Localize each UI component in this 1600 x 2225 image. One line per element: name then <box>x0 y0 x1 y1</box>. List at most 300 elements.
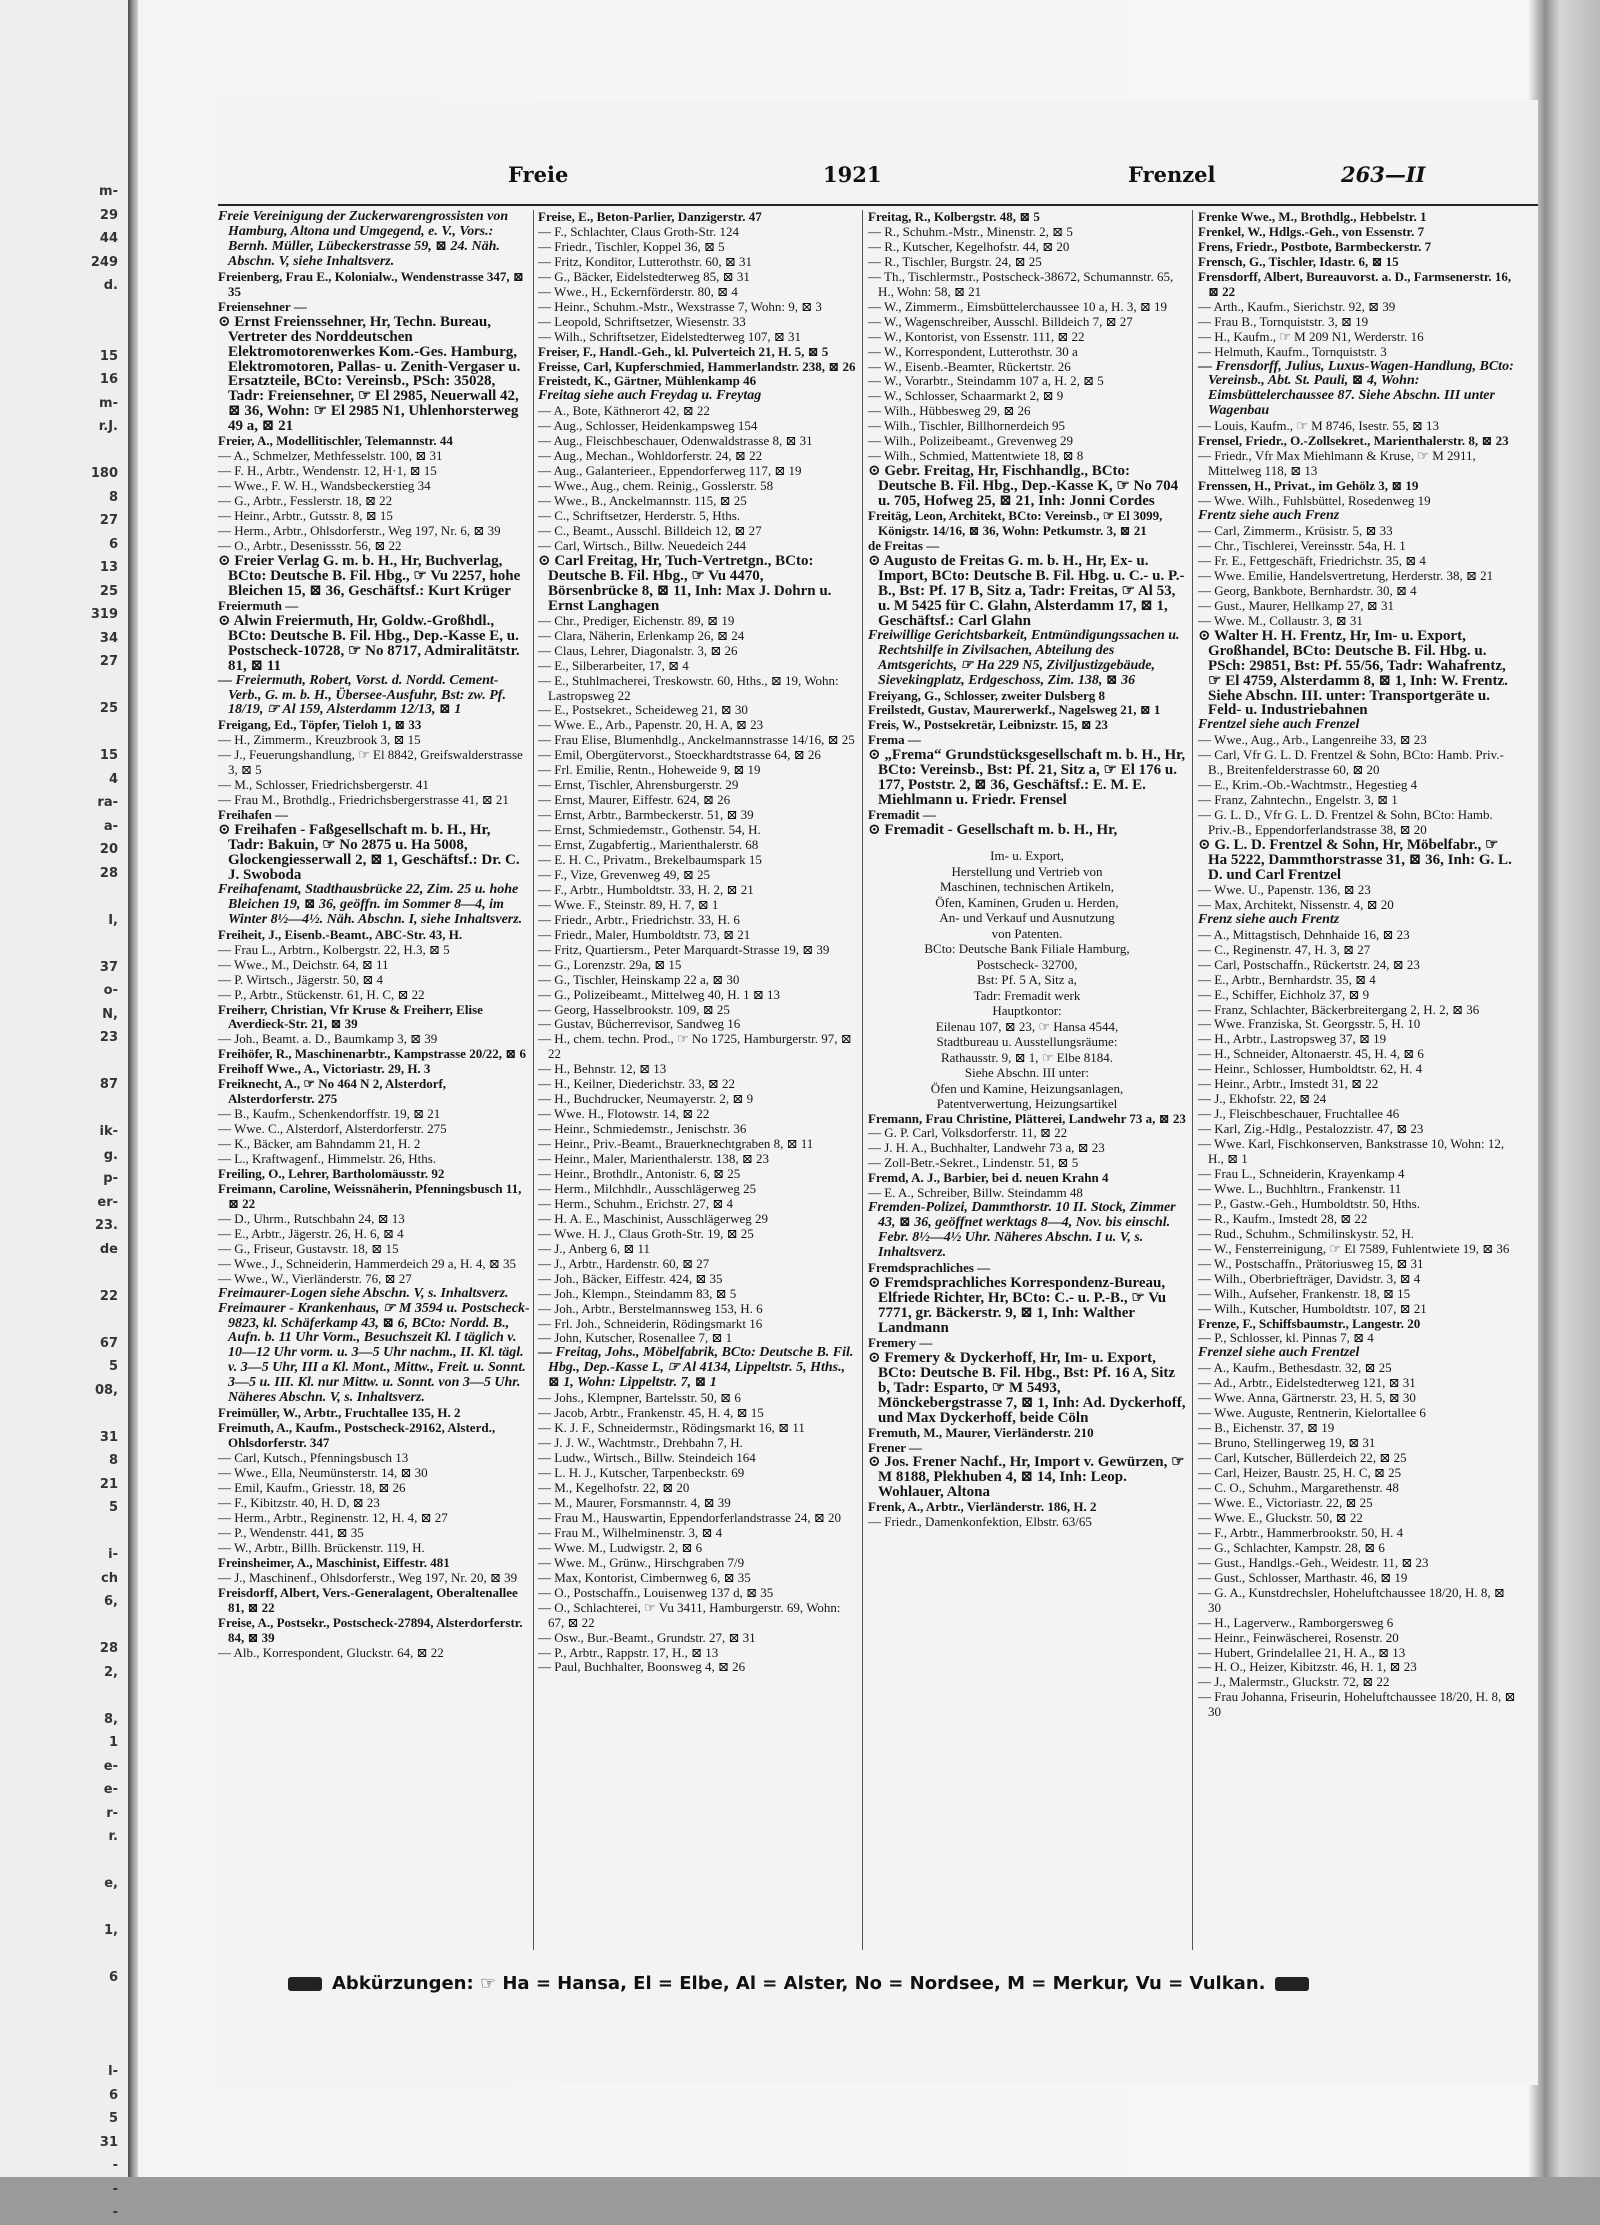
edge-fragment <box>6 721 118 745</box>
directory-entry: — Bruno, Stellingerweg 19, ⊠ 31 <box>1198 1435 1376 1451</box>
directory-entry: — Alb., Korrespondent, Gluckstr. 64, ⊠ 22 <box>218 1644 444 1660</box>
directory-entry: — W., Vorarbtr., Steindamm 107 a, H. 2, ⊠ 5 <box>868 373 1104 389</box>
directory-entry: — Wilh., Tischler, Billhornerdeich 95 <box>868 418 1065 434</box>
directory-page <box>218 100 1538 2085</box>
directory-entry: — Carl, Kutsch., Pfenningsbusch 13 <box>218 1450 409 1466</box>
directory-entry: — E., Arbtr., Jägerstr. 26, H. 6, ⊠ 4 <box>218 1225 404 1241</box>
edge-fragment <box>6 1097 118 1121</box>
directory-entry: — Ernst, Maurer, Eiffestr. 624, ⊠ 26 <box>538 792 731 808</box>
ad-line: BCto: Deutsche Bank Filiale Hamburg, <box>924 941 1130 957</box>
directory-entry: — H. O., Heizer, Kibitzstr. 46, H. 1, ⊠ 23 <box>1198 1659 1417 1675</box>
directory-entry: Freiyang, G., Schlosser, zweiter Dulsberg 8 <box>868 687 1105 703</box>
directory-entry: — Emil, Kaufm., Griesstr. 18, ⊠ 26 <box>218 1480 406 1496</box>
edge-fragment: 4 <box>108 771 118 787</box>
directory-entry: ⊙ Augusto de Freitas G. m. b. H., Hr, Ex- u. Import, BCto: Deutsche B. Fil. Hbg. u. C.- u. P.-B., Bst: Pf. 17 B, Sitz a, Tadr: Freitas, ☞ Al 53, u. M 5425 für C. Glahn, Alsterdamm 17, ⊠ 1, Geschäftsf.: Carl Glahn <box>868 552 1185 629</box>
directory-entry: — Heinr., Schuhm.-Mstr., Wexstrasse 7, Wohn: 9, ⊠ 3 <box>538 298 822 314</box>
ad-line: Stadtbureau u. Ausstellungsräume: <box>936 1034 1118 1050</box>
directory-entry: — Wwe. M., Grünw., Hirschgraben 7/9 <box>538 1554 745 1570</box>
directory-entry: Freigang, Ed., Töpfer, Tieloh 1, ⊠ 33 <box>218 717 422 733</box>
edge-fragment <box>6 321 118 345</box>
directory-entry: — Freitag, Johs., Möbelfabrik, BCto: Deutsche B. Fil. Hbg., Dep.-Kasse L, ☞ Al 4134, Lippeltstr. 5, Hths., ⊠ 1, Wohn: Lippeltstr. 7, ⊠ 1 <box>538 1345 854 1391</box>
directory-entry: — D., Uhrm., Rutschbahn 24, ⊠ 13 <box>218 1210 405 1226</box>
directory-entry: Frens, Friedr., Postbote, Barmbeckerstr. 7 <box>1198 238 1432 254</box>
directory-entry: — Joh., Bäcker, Eiffestr. 424, ⊠ 35 <box>538 1270 723 1286</box>
directory-entry: — Wwe., B., Anckelmannstr. 115, ⊠ 25 <box>538 493 747 509</box>
directory-entry: — Carl, Zimmerm., Krüsistr. 5, ⊠ 33 <box>1198 523 1393 539</box>
directory-entry: — Wwe. F., Steinstr. 89, H. 7, ⊠ 1 <box>538 896 719 912</box>
column-1 <box>218 210 530 1965</box>
directory-entry: — B., Eichenstr. 37, ⊠ 19 <box>1198 1420 1335 1436</box>
directory-entry: — Carl, Vfr G. L. D. Frentzel & Sohn, BCto: Hamb. Priv.-B., Breitenfelderstrasse 60, ⊠ 20 <box>1198 747 1504 778</box>
ad-line: Rathausstr. 9, ⊠ 1, ☞ Elbe 8184. <box>940 1049 1114 1065</box>
directory-entry: — A., Schmelzer, Methfesselstr. 100, ⊠ 31 <box>218 448 443 464</box>
edge-fragment: i- <box>108 1547 118 1562</box>
directory-entry: — H., Keilner, Diederichstr. 33, ⊠ 22 <box>538 1076 736 1092</box>
edge-fragment: 20 <box>99 842 118 857</box>
directory-entry: Fremd, A. J., Barbier, bei d. neuen Krahn 4 <box>868 1170 1109 1186</box>
edge-fragment: 23 <box>99 1030 118 1045</box>
directory-entry: ⊙ Freihafen - Faßgesellschaft m. b. H., Hr, Tadr: Bakuin, ☞ No 2875 u. Ha 5008, Glockengiesserwall 2, ⊠ 1, Geschäftsf.: Dr. C. J. Swoboda <box>218 822 520 883</box>
directory-entry: — B., Kaufm., Schenkendorffstr. 19, ⊠ 21 <box>218 1106 441 1122</box>
directory-entry: Frentz siehe auch Frenz <box>1198 508 1340 524</box>
directory-entry: Freihafen — <box>218 807 289 823</box>
directory-entry: — F., Schlachter, Claus Groth-Str. 124 <box>538 223 740 239</box>
directory-entry: — G., Bäcker, Eidelstedterweg 85, ⊠ 31 <box>538 268 750 284</box>
edge-fragment: 22 <box>99 1288 118 1304</box>
directory-entry: — H., Behnstr. 12, ⊠ 13 <box>538 1061 667 1077</box>
directory-entry: — Ernst, Tischler, Ahrensburgerstr. 29 <box>538 777 739 793</box>
column-divider <box>1192 210 1193 1950</box>
directory-entry: — Max, Architekt, Nissenstr. 4, ⊠ 20 <box>1198 896 1394 912</box>
edge-fragment <box>6 932 118 956</box>
directory-entry: — Gust., Handlgs.-Geh., Weidestr. 11, ⊠ 23 <box>1198 1554 1429 1570</box>
directory-entry: — G., Schlachter, Kampstr. 28, ⊠ 6 <box>1198 1539 1385 1555</box>
directory-entry: — J., Arbtr., Hardenstr. 60, ⊠ 27 <box>538 1255 710 1271</box>
directory-entry: — Carl, Kutscher, Büllerdeich 22, ⊠ 25 <box>1198 1450 1407 1466</box>
directory-entry: — H., Buchdrucker, Neumayerstr. 2, ⊠ 9 <box>538 1091 754 1107</box>
directory-entry: — J., Maschinenf., Ohlsdorferstr., Weg 197, Nr. 20, ⊠ 39 <box>218 1569 518 1585</box>
directory-entry: ⊙ Fremery & Dyckerhoff, Hr, Im- u. Export, BCto: Deutsche B. Fil. Hbg., Bst: Pf. 16 A, Sitz b, Tadr: Esparto, ☞ M 5493, Mönckebergstrasse 7, ⊠ 1, Inh: Ad. Dyckerhoff, und Max Dyckerhoff, beide Cöln <box>868 1349 1186 1426</box>
directory-entry: — F., Arbtr., Humboldtstr. 33, H. 2, ⊠ 21 <box>538 881 754 897</box>
directory-entry: — Frau M., Wilhelminenstr. 3, ⊠ 4 <box>538 1524 723 1540</box>
directory-entry: — Wilh., Schriftsetzer, Eidelstedterweg 107, ⊠ 31 <box>538 328 802 344</box>
ad-line: Öfen und Kamine, Heizungsanlagen, <box>930 1080 1124 1096</box>
ad-line: Hauptkontor: <box>992 1003 1062 1019</box>
directory-entry: — Ernst, Zugabfertig., Marienthalerstr. 68 <box>538 837 759 853</box>
directory-entry: — W., Fensterreinigung, ☞ El 7589, Fuhlentwiete 19, ⊠ 36 <box>1198 1240 1510 1256</box>
directory-entry: — K. J. F., Schneidermstr., Rödingsmarkt 16, ⊠ 11 <box>538 1420 805 1436</box>
directory-entry: — Gust., Maurer, Hellkamp 27, ⊠ 31 <box>1198 597 1394 613</box>
directory-entry: — F., Kibitzstr. 40, H. D, ⊠ 23 <box>218 1494 380 1510</box>
directory-entry: — E., Schiffer, Eichholz 37, ⊠ 9 <box>1198 986 1370 1002</box>
directory-entry: — W., Wagenschreiber, Ausschl. Billdeich 7, ⊠ 27 <box>868 313 1133 329</box>
directory-entry: — Aug., Schlosser, Heidenkampsweg 154 <box>538 418 758 434</box>
directory-entry: — Freiermuth, Robert, Vorst. d. Nordd. Cement-Verb., G. m. b. H., Übersee-Ausfuhr, Bst: zw. Pf. 18/19, ☞ Al 159, Alsterdamm 12/13, ⊠ 1 <box>218 672 506 718</box>
directory-entry: — Heinr., Feinwäscherei, Rosenstr. 20 <box>1198 1629 1399 1645</box>
directory-entry: — Wwe. Anna, Gärtnerstr. 23, H. 5, ⊠ 30 <box>1198 1390 1416 1406</box>
footer-text: Abkürzungen: ☞ Ha = Hansa, El = Elbe, Al = Alster, No = Nordsee, M = Merkur, Vu = Vulkan. <box>332 1973 1266 1994</box>
directory-entry: — P., Arbtr., Stückenstr. 61, H. C, ⊠ 22 <box>218 986 425 1002</box>
directory-entry: — R., Kutscher, Kegelhofstr. 44, ⊠ 20 <box>868 238 1070 254</box>
edge-fragment: 2, <box>104 1664 118 1680</box>
page-number: 263—II <box>1341 162 1426 187</box>
directory-entry: — Joh., Arbtr., Berstelmannsweg 153, H. 6 <box>538 1300 763 1316</box>
directory-entry: — H., Lagerverw., Ramborgersweg 6 <box>1198 1614 1394 1630</box>
directory-entry: Frenk, A., Arbtr., Vierländerstr. 186, H. 2 <box>868 1499 1097 1515</box>
edge-fragment: 29 <box>99 207 118 223</box>
edge-fragment <box>6 1684 118 1708</box>
directory-entry: — H., Zimmerm., Kreuzbrook 3, ⊠ 15 <box>218 732 421 748</box>
directory-entry: Freitag, R., Kolbergstr. 48, ⊠ 5 <box>868 209 1040 224</box>
header-right-keyword: Frenzel <box>1128 162 1216 187</box>
directory-entry: — Gust., Schlosser, Marthastr. 46, ⊠ 19 <box>1198 1569 1408 1585</box>
directory-entry: — F., Vize, Grevenweg 49, ⊠ 25 <box>538 866 711 882</box>
directory-entry: — P. Wirtsch., Jägerstr. 50, ⊠ 4 <box>218 971 384 987</box>
directory-entry: — L., Kraftwagenf., Himmelstr. 26, Hths. <box>218 1151 437 1167</box>
directory-entry: — Joh., Klempn., Steindamm 83, ⊠ 5 <box>538 1285 737 1301</box>
directory-entry: — W., Korrespondent, Lutterothstr. 30 a <box>868 343 1078 359</box>
directory-entry: Freisse, Carl, Kupferschmied, Hammerlandstr. 238, ⊠ 26 <box>538 358 856 374</box>
directory-entry: Freilstedt, Gustav, Maurerwerkf., Nagelsweg 21, ⊠ 1 <box>868 702 1161 718</box>
ad-line: Herstellung und Vertrieb von <box>951 863 1103 879</box>
header-left-keyword: Freie <box>508 162 569 187</box>
directory-entry: — O., Arbtr., Desenissstr. 56, ⊠ 22 <box>218 537 402 553</box>
directory-entry: Frenkel, W., Hdlgs.-Geh., von Essenstr. 7 <box>1198 223 1425 239</box>
directory-entry: — Th., Tischlermstr., Postscheck-38672, Schumannstr. 65, H., Wohn: 58, ⊠ 21 <box>868 268 1174 299</box>
edge-fragment: 25 <box>99 583 118 599</box>
edge-fragment: 249 <box>90 254 118 270</box>
directory-entry: — Hubert, Grindelallee 21, H. A., ⊠ 13 <box>1198 1644 1406 1660</box>
directory-entry: Freiser, F., Handl.-Geh., kl. Pulverteich 21, H. 5, ⊠ 5 <box>538 343 829 359</box>
directory-entry: Freimuth, A., Kaufm., Postscheck-29162, Alsterd., Ohlsdorferstr. 347 <box>218 1420 496 1451</box>
directory-entry: — J. H. A., Buchhalter, Landwehr 73 a, ⊠ 23 <box>868 1140 1105 1156</box>
directory-entry: — Frl. Joh., Schneiderin, Rödingsmarkt 16 <box>538 1315 763 1331</box>
edge-fragment: 67 <box>99 1335 118 1351</box>
directory-entry: — John, Kutscher, Rosenallee 7, ⊠ 1 <box>538 1330 733 1346</box>
edge-fragment: de <box>99 1241 118 1257</box>
directory-entry: — Wwe. E., Victoriastr. 22, ⊠ 25 <box>1198 1494 1373 1510</box>
directory-entry: — Aug., Galanterieer., Eppendorferweg 117, ⊠ 19 <box>538 463 802 479</box>
directory-entry: — Heinr., Arbtr., Imstedt 31, ⊠ 22 <box>1198 1076 1379 1092</box>
directory-entry: — Wwe., H., Eckernförderstr. 80, ⊠ 4 <box>538 283 738 299</box>
directory-entry: — H., Kaufm., ☞ M 209 N1, Werderstr. 16 <box>1198 328 1424 344</box>
directory-entry: ⊙ Freier Verlag G. m. b. H., Hr, Buchverlag, BCto: Deutsche B. Fil. Hbg., ☞ Vu 2257, hohe Bleichen 15, ⊠ 36, Geschäftsf.: Kurt Krüger <box>218 552 521 599</box>
directory-entry: — P., Wendenstr. 441, ⊠ 35 <box>218 1524 364 1540</box>
directory-entry: Freiknecht, A., ☞ No 464 N 2, Alsterdorf, Alsterdorferstr. 275 <box>218 1076 447 1107</box>
directory-entry: — Carl, Heizer, Baustr. 25, H. C, ⊠ 25 <box>1198 1465 1402 1481</box>
ad-line: Siehe Abschn. III unter: <box>964 1065 1090 1081</box>
ad-line: Tadr: Fremadit werk <box>973 987 1081 1003</box>
directory-entry: — Frau M., Brothdlg., Friedrichsbergerstrasse 41, ⊠ 21 <box>218 792 509 808</box>
edge-fragment: 25 <box>99 701 118 716</box>
directory-entry: — J., Fleischbeschauer, Fruchtallee 46 <box>1198 1106 1400 1122</box>
ad-line: Öfen, Kaminen, Gruden u. Herden, <box>935 894 1119 910</box>
directory-entry: — J. J. W., Wachtmstr., Drehbahn 7, H. <box>538 1435 743 1451</box>
edge-fragment: - <box>112 2205 118 2220</box>
directory-entry: — Friedr., Arbtr., Friedrichstr. 33, H. 6 <box>538 911 740 927</box>
directory-entry: Freis, W., Postsekretär, Leibnizstr. 15, ⊠ 23 <box>868 717 1108 733</box>
edge-fragment: 8 <box>108 489 118 505</box>
column-divider <box>533 210 534 1950</box>
edge-fragment <box>6 1308 118 1332</box>
ad-line: Patentverwertung, Heizungsartikel <box>936 1096 1118 1112</box>
directory-entry: — Frau L., Schneiderin, Krayenkamp 4 <box>1198 1166 1405 1181</box>
directory-entry: — H., chem. techn. Prod., ☞ No 1725, Hamburgerstr. 97, ⊠ 22 <box>538 1031 852 1062</box>
directory-entry: — Wwe., J., Schneiderin, Hammerdeich 29 a, H. 4, ⊠ 35 <box>218 1255 517 1271</box>
directory-entry: — W., Arbtr., Billh. Brückenstr. 119, H. <box>218 1539 425 1555</box>
edge-fragment: 6 <box>108 2087 118 2103</box>
directory-entry: Frensel, Friedr., O.-Zollsekret., Marienthalerstr. 8, ⊠ 23 <box>1198 433 1509 449</box>
directory-entry: — Wwe., M., Deichstr. 64, ⊠ 11 <box>218 956 389 972</box>
directory-entry: Freitag siehe auch Freydag u. Freytag <box>538 388 762 404</box>
directory-entry: — Frau Johanna, Friseurin, Hoheluftchaussee 18/20, H. 8, ⊠ 30 <box>1198 1689 1516 1720</box>
directory-entry: — Chr., Tischlerei, Vereinsstr. 54a, H. 1 <box>1198 537 1406 553</box>
edge-fragment: ik- <box>99 1124 118 1139</box>
edge-fragment <box>6 885 118 909</box>
directory-entry: Fremdsprachliches — <box>868 1260 991 1276</box>
directory-entry: Frenke Wwe., M., Brothdlg., Hebbelstr. 1 <box>1198 209 1427 224</box>
directory-entry: — M., Schlosser, Friedrichsbergerstr. 41 <box>218 777 429 793</box>
ad-line: Bst: Pf. 5 A, Sitz a, <box>977 972 1077 988</box>
directory-entry: ⊙ Fremadit - Gesellschaft m. b. H., Hr, <box>868 822 1118 839</box>
directory-entry: — Friedr., Maler, Humboldtstr. 73, ⊠ 21 <box>538 926 751 942</box>
directory-entry: — Aug., Mechan., Wohldorferstr. 24, ⊠ 22 <box>538 448 763 464</box>
edge-fragment: 23. <box>94 1218 118 1233</box>
directory-entry: ⊙ Alwin Freiermuth, Hr, Goldw.-Großhdl., BCto: Deutsche B. Fil. Hbg., Dep.-Kasse E, u. Postscheck-10728, ☞ No 8717, Admiralitätstr. 81, ⊠ 11 <box>218 612 520 674</box>
directory-entry: — J., Anberg 6, ⊠ 11 <box>538 1240 651 1256</box>
directory-entry: — Wwe. H. J., Claus Groth-Str. 19, ⊠ 25 <box>538 1225 754 1241</box>
directory-entry: — Frau L., Arbtrn., Kolbergstr. 22, H.3, ⊠ 5 <box>218 941 450 957</box>
edge-fragment <box>6 1520 118 1544</box>
directory-entry: — W., Kontorist, von Essenstr. 111, ⊠ 22 <box>868 328 1085 344</box>
directory-entry: — P., Gastw.-Geh., Humboldtstr. 50, Hths. <box>1198 1195 1420 1211</box>
edge-fragment <box>6 1943 118 1967</box>
directory-entry: Freiermuth — <box>218 597 299 613</box>
edge-fragment <box>6 1990 118 2014</box>
advertisement-block <box>868 848 1186 1112</box>
directory-entry: Freimüller, W., Arbtr., Fruchtallee 135, H. 2 <box>218 1405 461 1421</box>
directory-entry: — Wwe. Wilh., Fuhlsbüttel, Rosedenweg 19 <box>1198 493 1431 509</box>
directory-entry: — C., Beamt., Ausschl. Billdeich 12, ⊠ 27 <box>538 523 762 539</box>
edge-fragment <box>6 1896 118 1920</box>
directory-entry: Frenzel siehe auch Frentzel <box>1198 1345 1360 1361</box>
directory-entry: — A., Bote, Käthnerort 42, ⊠ 22 <box>538 403 710 419</box>
directory-entry: ⊙ Gebr. Freitag, Hr, Fischhandlg., BCto: Deutsche B. Fil. Hbg., Dep.-Kasse K, ☞ No 704 u. 705, Hofweg 25, ⊠ 21, Inh: Jonni Cordes <box>868 463 1179 510</box>
directory-entry: Freiensehner — <box>218 298 307 314</box>
directory-entry: — Wwe., F. W. H., Wandsbeckerstieg 34 <box>218 478 431 494</box>
directory-entry: — Ernst, Arbtr., Barmbeckerstr. 51, ⊠ 39 <box>538 807 754 823</box>
directory-entry: — M., Maurer, Forsmannstr. 4, ⊠ 39 <box>538 1494 731 1510</box>
directory-entry: — C. O., Schuhm., Margarethenstr. 48 <box>1198 1480 1399 1496</box>
edge-fragment: p- <box>103 1171 118 1186</box>
edge-fragment: 5 <box>108 1500 118 1515</box>
directory-entry: — E., Stuhlmacherei, Treskowstr. 60, Hths., ⊠ 19, Wohn: Lastropsweg 22 <box>538 672 839 703</box>
directory-entry: Freise, A., Postsekr., Postscheck-27894, Alsterdorferstr. 84, ⊠ 39 <box>218 1614 523 1645</box>
directory-entry: — Heinr., Maler, Marienthalerstr. 138, ⊠ 23 <box>538 1151 769 1167</box>
directory-entry: — M., Kegelhofstr. 22, ⊠ 20 <box>538 1480 690 1496</box>
directory-entry: — E. A., Schreiber, Billw. Steindamm 48 <box>868 1185 1083 1201</box>
directory-entry: — Wwe. U., Papenstr. 136, ⊠ 23 <box>1198 881 1371 897</box>
directory-entry: — W., Postschaffn., Prätoriusweg 15, ⊠ 31 <box>1198 1255 1424 1271</box>
edge-fragment: m- <box>99 184 118 199</box>
directory-entry: — Heinr., Schmiedemstr., Jenischstr. 36 <box>538 1121 747 1137</box>
edge-fragment <box>6 1849 118 1873</box>
column-divider <box>862 210 863 1950</box>
column-4 <box>1198 210 1516 1965</box>
directory-entry: — E. H. C., Privatm., Brekelbaumspark 15 <box>538 851 762 867</box>
directory-entry: — Jacob, Arbtr., Frankenstr. 45, H. 4, ⊠ 15 <box>538 1405 764 1421</box>
directory-entry: Fremery — <box>868 1334 933 1350</box>
directory-entry: — Friedr., Damenkonfektion, Elbstr. 63/65 <box>868 1514 1092 1530</box>
directory-entry: — W., Zimmerm., Eimsbüttelerchaussee 10 a, H. 3, ⊠ 19 <box>868 298 1168 314</box>
edge-fragment: 31 <box>99 1429 118 1445</box>
directory-entry: — Zoll-Betr.-Sekret., Lindenstr. 51, ⊠ 5 <box>868 1155 1079 1171</box>
directory-entry: Freiwillige Gerichtsbarkeit, Entmündigungssachen u. Rechtshilfe in Zivilsachen, Abteilung des Amtsgerichts, ☞ Ha 229 N5, Ziviljustizgebäude, Sievekingplatz, Erdgeschoss, Zim. 138, ⊠ 36 <box>868 627 1180 688</box>
edge-fragment: 15 <box>99 348 118 364</box>
directory-entry: — Paul, Buchhalter, Boonsweg 4, ⊠ 26 <box>538 1659 746 1675</box>
edge-fragment: 31 <box>99 2134 118 2150</box>
edge-fragment <box>6 298 118 322</box>
edge-fragment: 1, <box>104 1923 118 1938</box>
edge-fragment <box>6 674 118 698</box>
directory-entry: — W., Eisenb.-Beamter, Rückertstr. 26 <box>868 358 1071 374</box>
directory-entry: Freiheit, J., Eisenb.-Beamt., ABC-Str. 43, H. <box>218 926 463 942</box>
directory-entry: — Heinr., Arbtr., Gutsstr. 8, ⊠ 15 <box>218 508 393 524</box>
edge-fragment: 319 <box>90 607 118 622</box>
directory-entry: ⊙ Carl Freitag, Hr, Tuch-Vertretgn., BCto: Deutsche B. Fil. Hbg., ☞ Vu 4470, Börsenbrücke 8, ⊠ 11, Inh: Max J. Dohrn u. Ernst Langhagen <box>538 552 832 614</box>
directory-entry: — Wwe. E., Arb., Papenstr. 20, H. A, ⊠ 23 <box>538 717 764 733</box>
directory-entry: — Emil, Obergütervorst., Stoeckhardtstrasse 64, ⊠ 26 <box>538 747 821 763</box>
directory-entry: Freiling, O., Lehrer, Bartholomäusstr. 92 <box>218 1166 445 1181</box>
directory-entry: — Ludw., Wirtsch., Billw. Steindeich 164 <box>538 1450 756 1466</box>
directory-entry: — Friedr., Tischler, Koppel 36, ⊠ 5 <box>538 238 725 254</box>
directory-entry: — O., Schlachterei, ☞ Vu 3411, Hamburgerstr. 69, Wohn: 67, ⊠ 22 <box>538 1599 841 1630</box>
directory-entry: — Herm., Arbtr., Reginenstr. 12, H. 4, ⊠ 27 <box>218 1509 448 1525</box>
directory-entry: Freihafenamt, Stadthausbrücke 22, Zim. 25 u. hohe Bleichen 19, ⊠ 36, geöffn. im Sommer 8—4, im Winter 8½—4½. Näh. Abschn. I, siehe Inhaltsverz. <box>218 881 523 927</box>
directory-entry: — Clara, Näherin, Erlenkamp 26, ⊠ 24 <box>538 627 745 643</box>
directory-entry: Frenssen, H., Privat., im Gehölz 3, ⊠ 19 <box>1198 478 1419 494</box>
directory-entry: Frentzel siehe auch Frenzel <box>1198 717 1360 733</box>
directory-entry: — J., Feuerungshandlung, ☞ El 8842, Greifswalderstrasse 3, ⊠ 5 <box>218 747 523 778</box>
ad-line: Postscheck- 32700, <box>976 956 1078 972</box>
directory-entry: — Wilh., Oberbriefträger, Davidstr. 3, ⊠ 4 <box>1198 1270 1421 1286</box>
edge-fragment <box>6 1614 118 1638</box>
edge-fragment: N, <box>102 1006 118 1022</box>
edge-fragment: r- <box>106 1805 118 1821</box>
directory-entry: — Wilh., Kutscher, Humboldtstr. 107, ⊠ 21 <box>1198 1300 1427 1316</box>
directory-entry: — Claus, Lehrer, Diagonalstr. 3, ⊠ 26 <box>538 642 738 658</box>
edge-fragment: e- <box>103 1782 118 1797</box>
directory-entry: — Frau B., Tornquiststr. 3, ⊠ 19 <box>1198 313 1369 329</box>
edge-fragment: 13 <box>99 560 118 575</box>
directory-entry: — Heinr., Priv.-Beamt., Brauerknechtgraben 8, ⊠ 11 <box>538 1136 814 1152</box>
directory-entry: ⊙ Jos. Frener Nachf., Hr, Import v. Gewürzen, ☞ M 8188, Plekhuben 4, ⊠ 14, Inh: Leop. Wohlauer, Altona <box>868 1454 1185 1501</box>
header-rule <box>218 204 1538 206</box>
column-3 <box>868 210 1186 1965</box>
ad-line: Im- u. Export, <box>990 848 1064 864</box>
edge-fragment: l- <box>108 2064 118 2079</box>
directory-entry: — A., Kaufm., Bethesdastr. 32, ⊠ 25 <box>1198 1360 1392 1376</box>
edge-fragment: r.J. <box>98 419 118 434</box>
directory-entry: — Fr. E., Fettgeschäft, Friedrichstr. 35, ⊠ 4 <box>1198 552 1426 568</box>
directory-entry: Freie Vereinigung der Zuckerwarengrossisten von Hamburg, Altona und Umgegend, e. V., Vors.: Bernh. Müller, Lübeckerstrasse 59, ⊠ 24. Näh. Abschn. V, siehe Inhaltsverz. <box>218 209 509 269</box>
edge-fragment: 8 <box>108 1453 118 1468</box>
directory-entry: — Wwe. E., Gluckstr. 50, ⊠ 22 <box>1198 1509 1363 1525</box>
edge-fragment: 6 <box>108 1970 118 1985</box>
directory-entry: — R., Tischler, Burgstr. 24, ⊠ 25 <box>868 253 1042 269</box>
directory-entry: Frensch, G., Tischler, Idastr. 6, ⊠ 15 <box>1198 253 1399 269</box>
directory-entry: Freistedt, K., Gärtner, Mühlenkamp 46 <box>538 373 757 389</box>
directory-entry: — Rud., Schuhm., Schmilinskystr. 52, H. <box>1198 1225 1414 1241</box>
directory-entry: — G., Arbtr., Fesslerstr. 18, ⊠ 22 <box>218 493 393 509</box>
edge-fragment: 27 <box>99 513 118 528</box>
directory-entry: — J., Malermstr., Gluckstr. 72, ⊠ 22 <box>1198 1674 1390 1690</box>
directory-entry: Freier, A., Modellitischler, Telemannstr. 44 <box>218 433 453 449</box>
edge-fragment <box>6 1050 118 1074</box>
directory-entry: — G., Lorenzstr. 29a, ⊠ 15 <box>538 956 682 972</box>
edge-fragment: 37 <box>99 959 118 975</box>
directory-entry: — Franz, Schlachter, Bäckerbreitergang 2, H. 2, ⊠ 36 <box>1198 1001 1480 1017</box>
directory-entry: ⊙ Walter H. H. Frentz, Hr, Im- u. Export, Großhandel, BCto: Deutsche B. Fil. Hbg. u. PSch: 29851, Bst: Pf. 55/56, Tadr: Wahafrentz, ☞ El 4759, Alsterdamm 8, ⊠ 1, Inh: W. Frentz. Siehe Abschn. III. unter: Transportgeräte u. Feld- u. Industriebahnen <box>1198 627 1508 719</box>
edge-fragments <box>6 180 118 2225</box>
directory-entry: Freihoff Wwe., A., Victoriastr. 29, H. 3 <box>218 1061 431 1077</box>
edge-fragment: 34 <box>99 630 118 646</box>
edge-fragment: 28 <box>99 865 118 881</box>
previous-page-edge <box>0 0 130 2220</box>
edge-fragment: ch <box>101 1570 118 1586</box>
edge-fragment <box>6 1402 118 1426</box>
edge-fragment: d. <box>103 278 118 293</box>
directory-entry: — H., Schneider, Altonaerstr. 45, H. 4, ⊠ 6 <box>1198 1046 1424 1062</box>
directory-entry: — Aug., Fleischbeschauer, Odenwaldstrasse 8, ⊠ 31 <box>538 433 813 449</box>
directory-entry: — Helmuth, Kaufm., Tornquiststr. 3 <box>1198 343 1387 359</box>
directory-entry: — E., Krim.-Ob.-Wachtmstr., Hegestieg 4 <box>1198 777 1418 793</box>
directory-entry: — Frau M., Hauswartin, Eppendorferlandstrasse 24, ⊠ 20 <box>538 1509 841 1525</box>
directory-entry: Fremden-Polizei, Dammthorstr. 10 II. Stock, Zimmer 43, ⊠ 36, geöffnet werktags 8—4, Nov. bis einschl. Febr. 8½—4½ Uhr. Näheres Abschn. I u. V, s. Inhaltsverz. <box>868 1200 1176 1261</box>
edge-fragment: 27 <box>99 654 118 669</box>
directory-entry: Freihöfer, R., Maschinenarbtr., Kampstrasse 20/22, ⊠ 6 <box>218 1046 526 1062</box>
directory-entry: Freitäg, Leon, Architekt, BCto: Vereinsb., ☞ El 3099, Königstr. 14/16, ⊠ 36, Wohn: Petkumstr. 3, ⊠ 21 <box>868 508 1163 539</box>
directory-entry: Freimann, Caroline, Weissnäherin, Pfenningsbusch 11, ⊠ 22 <box>218 1180 522 1211</box>
directory-entry: — Herm., Arbtr., Ohlsdorferstr., Weg 197, Nr. 6, ⊠ 39 <box>218 523 501 539</box>
edge-fragment: - <box>112 2158 118 2173</box>
abbreviations-footer <box>278 1973 1478 2003</box>
directory-entry: — Karl, Zig.-Hdlg., Pestalozzistr. 47, ⊠ 23 <box>1198 1121 1424 1137</box>
directory-entry: — W., Schlosser, Schaarmarkt 2, ⊠ 9 <box>868 388 1064 404</box>
directory-entry: Freienberg, Frau E., Kolonialw., Wendenstrasse 347, ⊠ 35 <box>218 268 524 299</box>
edge-fragment: 44 <box>99 231 118 246</box>
directory-entry: — Wwe. M., Ludwigstr. 2, ⊠ 6 <box>538 1539 703 1555</box>
directory-entry: — Wwe. L., Buchhltrn., Frankenstr. 11 <box>1198 1180 1402 1196</box>
directory-entry: — H., Arbtr., Lastropsweg 37, ⊠ 19 <box>1198 1031 1387 1047</box>
directory-entry: — Johs., Klempner, Bartelsstr. 50, ⊠ 6 <box>538 1390 741 1406</box>
directory-entry: — K., Bäcker, am Bahndamm 21, H. 2 <box>218 1136 421 1152</box>
edge-fragment: 6, <box>104 1594 118 1609</box>
directory-entry: — Wilh., Polizeibeamt., Grevenweg 29 <box>868 433 1074 449</box>
directory-entry: — G., Friseur, Gustavstr. 18, ⊠ 15 <box>218 1240 399 1256</box>
edge-fragment: 16 <box>99 372 118 387</box>
directory-entry: Fremann, Frau Christine, Plätterei, Landwehr 73 a, ⊠ 23 <box>868 1110 1186 1126</box>
directory-entry: — Arth., Kaufm., Sierichstr. 92, ⊠ 39 <box>1198 298 1396 314</box>
edge-fragment: e, <box>104 1876 118 1891</box>
directory-entry: Freinsheimer, A., Maschinist, Eiffestr. 481 <box>218 1554 450 1570</box>
directory-entry: — E., Arbtr., Bernhardstr. 35, ⊠ 4 <box>1198 971 1376 987</box>
edge-fragment <box>6 2037 118 2061</box>
edge-fragment: 28 <box>99 1641 118 1656</box>
directory-entry: — Wwe., Ella, Neumünsterstr. 14, ⊠ 30 <box>218 1465 428 1481</box>
directory-entry: — R., Schuhm.-Mstr., Minenstr. 2, ⊠ 5 <box>868 223 1073 239</box>
directory-entry: — F., Arbtr., Hammerbrookstr. 50, H. 4 <box>1198 1524 1404 1540</box>
